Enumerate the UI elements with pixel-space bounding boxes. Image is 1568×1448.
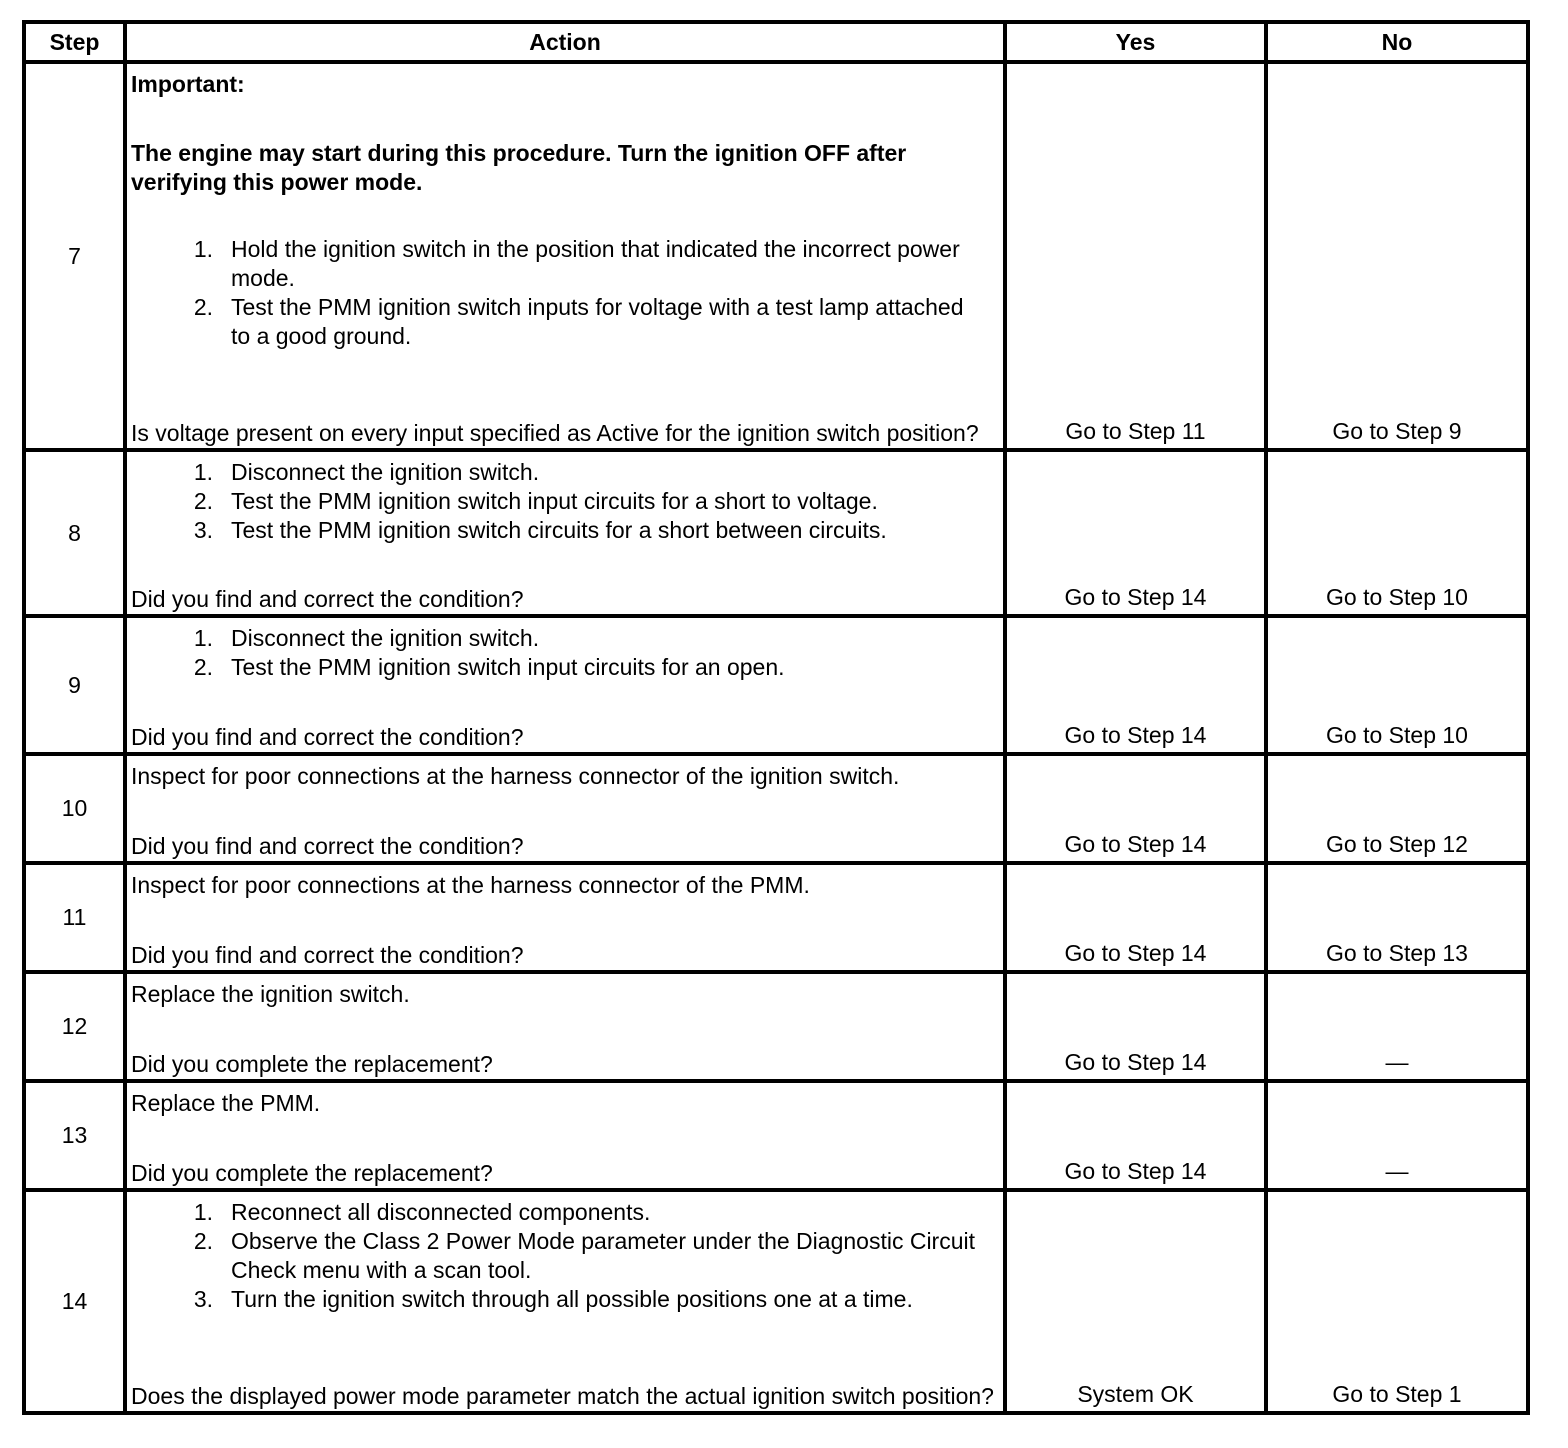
important-note: The engine may start during this procedure. Turn the ignition OFF after verifying this power mode. bbox=[131, 140, 907, 195]
table-row bbox=[24, 1190, 1528, 1413]
yes-result: Go to Step 14 bbox=[1005, 1081, 1266, 1190]
item-text: Test the PMM ignition switch circuits for a short between circuits. bbox=[231, 517, 887, 543]
step-number: 9 bbox=[24, 616, 125, 754]
item-text: Test the PMM ignition switch input circuits for an open. bbox=[231, 654, 785, 680]
instruction-text: Inspect for poor connections at the harness connector of the PMM. bbox=[131, 872, 810, 898]
item-number: 1. bbox=[193, 459, 213, 485]
table-row bbox=[24, 863, 1528, 972]
no-result: Go to Step 1 bbox=[1266, 1190, 1528, 1413]
list-item bbox=[131, 516, 1003, 545]
list-item bbox=[131, 653, 1003, 682]
action-cell bbox=[125, 616, 1005, 754]
item-text: Hold the ignition switch in the position that indicated the incorrect power mode. bbox=[231, 236, 960, 291]
item-text: Test the PMM ignition switch inputs for voltage with a test lamp attached to a good ground. bbox=[231, 294, 964, 349]
no-result: Go to Step 9 bbox=[1266, 62, 1528, 450]
no-result: — bbox=[1266, 972, 1528, 1081]
no-result: Go to Step 12 bbox=[1266, 754, 1528, 863]
no-result: Go to Step 13 bbox=[1266, 863, 1528, 972]
item-text: Disconnect the ignition switch. bbox=[231, 625, 540, 651]
header-no: No bbox=[1266, 22, 1528, 62]
instruction-text: Replace the PMM. bbox=[131, 1090, 321, 1116]
yes-result: Go to Step 14 bbox=[1005, 450, 1266, 616]
step-number: 13 bbox=[24, 1081, 125, 1190]
item-text: Disconnect the ignition switch. bbox=[231, 459, 540, 485]
question-text: Did you find and correct the condition? bbox=[131, 942, 524, 968]
question-text: Did you complete the replacement? bbox=[131, 1051, 493, 1077]
instruction-text: Inspect for poor connections at the harness connector of the ignition switch. bbox=[131, 763, 900, 789]
step-number: 10 bbox=[24, 754, 125, 863]
list-item bbox=[131, 293, 1003, 351]
header-row bbox=[24, 22, 1528, 62]
item-text: Reconnect all disconnected components. bbox=[231, 1199, 651, 1225]
no-result: Go to Step 10 bbox=[1266, 450, 1528, 616]
question-text: Is voltage present on every input specified as Active for the ignition switch position? bbox=[131, 420, 979, 446]
action-cell bbox=[125, 62, 1005, 450]
procedure-list bbox=[131, 235, 1003, 351]
procedure-list bbox=[131, 1198, 1003, 1314]
item-number: 2. bbox=[193, 488, 213, 514]
instruction-text: Replace the ignition switch. bbox=[131, 981, 410, 1007]
action-cell bbox=[125, 754, 1005, 863]
header-action: Action bbox=[125, 22, 1005, 62]
table-row bbox=[24, 754, 1528, 863]
list-item bbox=[131, 487, 1003, 516]
step-number: 14 bbox=[24, 1190, 125, 1413]
action-cell bbox=[125, 863, 1005, 972]
important-label: Important: bbox=[131, 71, 245, 97]
item-text: Observe the Class 2 Power Mode parameter under the Diagnostic Circuit Check menu with a scan tool. bbox=[231, 1228, 976, 1283]
procedure-list bbox=[131, 458, 1003, 545]
no-result: — bbox=[1266, 1081, 1528, 1190]
yes-result: Go to Step 14 bbox=[1005, 972, 1266, 1081]
item-number: 2. bbox=[193, 654, 213, 680]
action-cell bbox=[125, 972, 1005, 1081]
action-cell bbox=[125, 1190, 1005, 1413]
item-number: 1. bbox=[193, 1199, 213, 1225]
no-result: Go to Step 10 bbox=[1266, 616, 1528, 754]
item-text: Turn the ignition switch through all possible positions one at a time. bbox=[231, 1286, 913, 1312]
list-item bbox=[131, 235, 1003, 293]
item-number: 1. bbox=[193, 236, 213, 262]
step-number: 11 bbox=[24, 863, 125, 972]
table-row bbox=[24, 1081, 1528, 1190]
action-cell bbox=[125, 450, 1005, 616]
list-item bbox=[131, 1227, 1003, 1285]
item-number: 3. bbox=[193, 517, 213, 543]
diagnostic-table bbox=[22, 20, 1530, 1415]
yes-result: Go to Step 14 bbox=[1005, 754, 1266, 863]
item-text: Test the PMM ignition switch input circuits for a short to voltage. bbox=[231, 488, 878, 514]
list-item bbox=[131, 1198, 1003, 1227]
question-text: Does the displayed power mode parameter match the actual ignition switch position? bbox=[131, 1383, 994, 1409]
item-number: 1. bbox=[193, 625, 213, 651]
action-cell bbox=[125, 1081, 1005, 1190]
list-item bbox=[131, 458, 1003, 487]
question-text: Did you find and correct the condition? bbox=[131, 833, 524, 859]
list-item bbox=[131, 1285, 1003, 1314]
step-number: 8 bbox=[24, 450, 125, 616]
yes-result: System OK bbox=[1005, 1190, 1266, 1413]
step-number: 12 bbox=[24, 972, 125, 1081]
item-number: 2. bbox=[193, 1228, 213, 1254]
table-row bbox=[24, 616, 1528, 754]
question-text: Did you complete the replacement? bbox=[131, 1160, 493, 1186]
item-number: 3. bbox=[193, 1286, 213, 1312]
item-number: 2. bbox=[193, 294, 213, 320]
question-text: Did you find and correct the condition? bbox=[131, 586, 524, 612]
table-row bbox=[24, 972, 1528, 1081]
table-row bbox=[24, 62, 1528, 450]
header-step: Step bbox=[24, 22, 125, 62]
yes-result: Go to Step 14 bbox=[1005, 616, 1266, 754]
header-yes: Yes bbox=[1005, 22, 1266, 62]
list-item bbox=[131, 624, 1003, 653]
step-number: 7 bbox=[24, 62, 125, 450]
yes-result: Go to Step 14 bbox=[1005, 863, 1266, 972]
yes-result: Go to Step 11 bbox=[1005, 62, 1266, 450]
procedure-list bbox=[131, 624, 1003, 682]
table-row bbox=[24, 450, 1528, 616]
question-text: Did you find and correct the condition? bbox=[131, 724, 524, 750]
